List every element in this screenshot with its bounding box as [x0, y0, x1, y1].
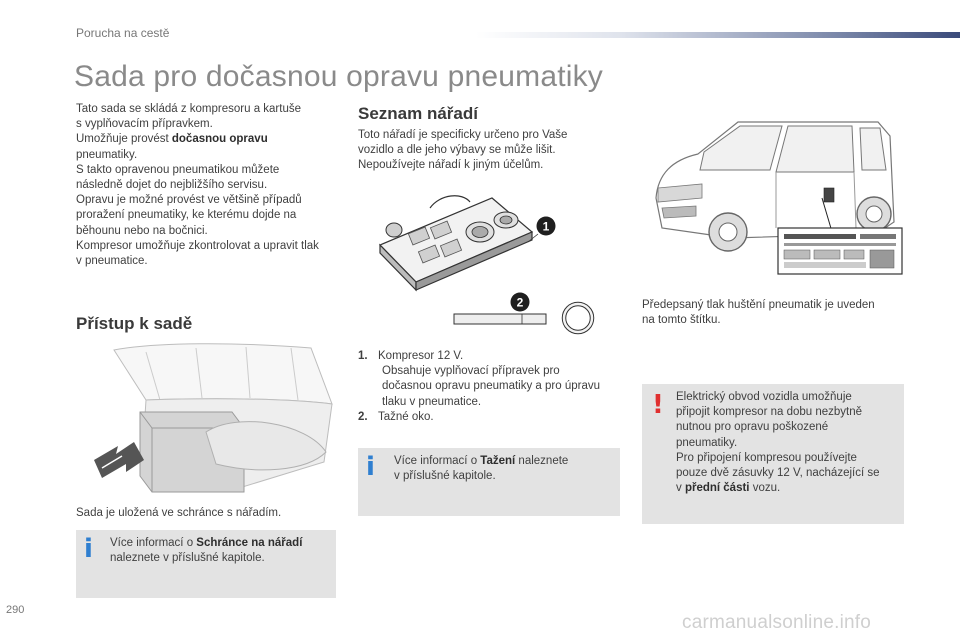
info-icon: i	[84, 534, 93, 564]
warning-text	[676, 390, 900, 496]
tools-line: Nepoužívejte nářadí k jiným účelům.	[358, 159, 544, 172]
warning-icon: !	[652, 390, 664, 420]
list-item-cont: tlaku v pneumatice.	[382, 395, 482, 408]
warning-line: pneumatiky.	[676, 436, 738, 449]
intro-line	[76, 132, 346, 147]
list-number: 1.	[358, 350, 368, 362]
info-bold: Schránce na nářadí	[196, 537, 303, 549]
info-line: naleznete v příslušné kapitole.	[110, 552, 265, 565]
van-illustration	[642, 112, 904, 284]
info-line	[110, 536, 330, 551]
callout-1: 1	[542, 219, 550, 234]
tools-list	[358, 349, 620, 425]
warning-box	[642, 384, 904, 524]
intro-line: s vyplňovacím přípravkem.	[76, 118, 213, 131]
intro-text-part: Umožňuje provést	[76, 133, 172, 146]
access-caption: Sada je uložená ve schránce s nářadím.	[76, 507, 282, 519]
intro-line: proražení pneumatiky, ke kterému dojde na	[76, 209, 297, 222]
page-number: 290	[6, 604, 25, 616]
tools-illustration	[370, 190, 610, 340]
intro-line: následně dojet do nejbližšího servisu.	[76, 179, 268, 192]
tools-text	[358, 128, 618, 174]
warning-bold: přední části	[684, 482, 750, 495]
warning-part: v	[676, 482, 685, 495]
list-text: Kompresor 12 V.	[378, 350, 464, 362]
callout-2: 2	[516, 295, 524, 310]
info-line	[394, 454, 614, 469]
tools-line: vozidlo a dle jeho výbavy se může lišit.	[358, 144, 556, 157]
info-box-towing	[358, 448, 620, 516]
warning-line	[676, 481, 900, 496]
intro-bold: dočasnou opravu	[171, 133, 268, 146]
intro-line: pneumatiky.	[76, 148, 138, 161]
intro-line: v pneumatice.	[76, 255, 148, 268]
pressure-line: Předepsaný tlak huštění pneumatik je uveden	[642, 299, 875, 311]
intro-line: Kompresor umožňuje zkontrolovat a upravit tlak	[76, 239, 319, 252]
warning-line: nutnou pro opravu poškozené	[676, 421, 829, 434]
list-text: Tažné oko.	[378, 410, 434, 423]
info-part: Více informací o	[394, 455, 481, 467]
list-item-cont: dočasnou opravu pneumatiky a pro úpravu	[382, 380, 601, 393]
warning-part: vozu.	[749, 482, 781, 495]
pressure-line: na tomto štítku.	[642, 314, 721, 327]
list-number: 2.	[358, 410, 368, 423]
pressure-text	[642, 298, 904, 328]
warning-line: připojit kompresor na dobu nezbytně	[676, 406, 863, 419]
list-item-cont: Obsahuje vyplňovací přípravek pro	[382, 365, 560, 378]
warning-line: Elektrický obvod vozidla umožňuje	[676, 391, 852, 403]
watermark: carmanualsonline.info	[682, 612, 872, 633]
tools-line: Toto nářadí je specificky určeno pro Vaše	[358, 129, 568, 141]
warning-line: Pro připojení kompresou používejte	[676, 451, 857, 464]
warning-line: pouze dvě zásuvky 12 V, nacházející se	[676, 467, 880, 480]
info-bold: Tažení	[480, 455, 516, 467]
info-text	[110, 536, 330, 566]
intro-line: Tato sada se skládá z kompresoru a kartuše	[76, 103, 302, 115]
info-line: v příslušné kapitole.	[394, 470, 496, 483]
intro-text	[76, 102, 346, 269]
access-heading: Přístup k sadě	[76, 314, 193, 333]
intro-line: běhounu nebo na bočnici.	[76, 224, 208, 237]
header-gradient-bar	[476, 32, 960, 38]
info-part: Více informací o	[110, 537, 197, 549]
tools-heading: Seznam nářadí	[358, 104, 478, 123]
info-part: naleznete	[515, 455, 569, 467]
section-label: Porucha na cestě	[76, 26, 170, 40]
info-box-toolbox	[76, 530, 336, 598]
toolbox-illustration	[86, 342, 338, 500]
intro-line: Opravu je možné provést ve většině případů	[76, 194, 302, 207]
page-title: Sada pro dočasnou opravu pneumatiky	[74, 60, 604, 93]
list-item	[358, 410, 620, 425]
info-icon: i	[366, 452, 375, 482]
intro-line: S takto opravenou pneumatikou můžete	[76, 163, 280, 176]
info-text	[394, 454, 614, 484]
list-item	[358, 349, 620, 364]
